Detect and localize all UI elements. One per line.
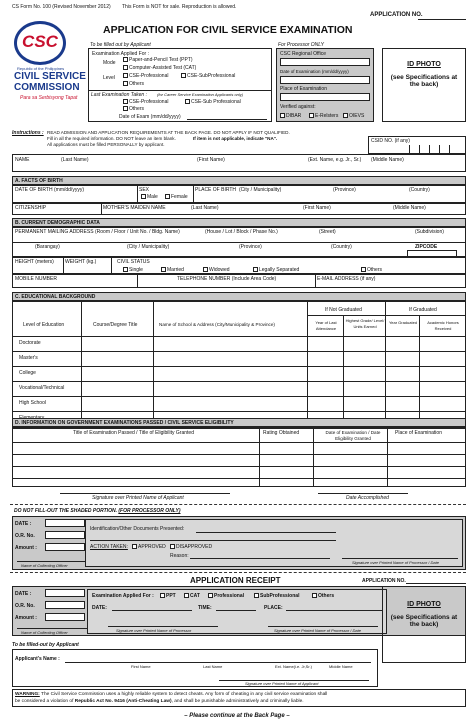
csc-seal-icon	[14, 21, 66, 65]
education-table: If Not Graduated If Graduated Level of Education Course/Degree Title Name of School & Address (City/Municipality & Province) Year of Last Attendance Highest Grade/ Level/ Units Earned Year Graduated Academic Honors Received Doctorate Master's College Vocational/Technical High School	[12, 301, 466, 429]
receipt-others-checkbox[interactable]	[312, 593, 317, 598]
form-title: APPLICATION FOR CIVIL SERVICE EXAMINATION	[103, 24, 353, 36]
logo-tagline: Para sa Serbisyong Tapat	[20, 95, 78, 101]
cat-checkbox[interactable]	[123, 65, 128, 70]
instructions-label: Instructions :	[12, 130, 44, 136]
section-a-header: A. FACTS OF BIRTH	[12, 176, 466, 185]
receipt-subprof-checkbox[interactable]	[254, 593, 259, 598]
instructions-line-2b: If item is not applicable, indicate "NA".	[193, 136, 278, 141]
receipt-id-photo-box[interactable]: ID PHOTO (see Specifications at the back)	[382, 586, 466, 663]
logo-name-2: COMMISSION	[14, 82, 80, 93]
date-accomplished-label: Date Accomplished	[346, 495, 389, 501]
height-weight-civil-row: HEIGHT (meters) WEIGHT (kg.) CIVIL STATUS Single Married Widowed Legally Separated Others	[12, 257, 466, 274]
section-c-header: C. EDUCATIONAL BACKGROUND	[12, 292, 466, 301]
contact-row: MOBILE NUMBER TELEPHONE NUMBER (Include Area Code) E-MAIL ADDRESS (if any)	[12, 274, 466, 288]
single-checkbox[interactable]	[123, 267, 128, 272]
birth-row: DATE OF BIRTH (mm/dd/yyyy) SEX Male Female PLACE OF BIRTH (City / Municipality) (Province) (Country)	[12, 185, 466, 203]
edu-row-college: College	[19, 370, 36, 376]
receipt-box: DATE : O.R. No. Amount : Name of Collecting Officer Examination Applied For : PPT CAT Professional SubProfessional Others DATE: TIME: PLACE: Signature over Printed Name of Processor Signature over Printed Name of Processor / Date	[12, 586, 466, 636]
male-checkbox[interactable]	[141, 194, 146, 199]
processor-box: CSC Regional Office Date of Examination (mm/dd/yyyy) Place of Examination Verified against: DIBAR E-Relsters OIEVS	[276, 48, 374, 122]
processor-section: DATE : O.R. No. Amount : Name of Collecting Officer Identification/Other Documents Presented: ACTION TAKEN: APPROVED DISAPPROVED Reason: Signature over Printed Name of Processor / Date	[12, 516, 466, 570]
section-b-header: B. CURRENT DEMOGRAPHIC DATA	[12, 218, 466, 227]
erelsters-checkbox[interactable]	[309, 113, 314, 118]
applicant-exam-box: Examination Applied For : Mode Paper-and-Pencil Test (PPT) Computer-Assisted Test (CAT) Level CSE-Professional CSE-SubProfessional Others Last Examination Taken : (for Career Service Examination Applicants only) CSE-Professional CSE-Sub Professional Others Date of Exam (mm/dd/yyyy)	[88, 48, 272, 122]
cse-subprof-checkbox[interactable]	[181, 73, 186, 78]
married-checkbox[interactable]	[161, 267, 166, 272]
approved-checkbox[interactable]	[132, 544, 137, 549]
logo-abbr: CSC	[22, 32, 58, 51]
widowed-checkbox[interactable]	[203, 267, 208, 272]
separated-checkbox[interactable]	[253, 267, 258, 272]
applicant-fill-box[interactable]: Applicant's Name : First Name Last Name Ext. Name(i.e. Jr,Sr.) Middle Name Signature over Printed Name of Applicant	[12, 649, 378, 687]
last-cse-subprof-checkbox[interactable]	[185, 99, 190, 104]
csid-field[interactable]: CSID NO. (if any)	[368, 136, 466, 154]
last-others-checkbox[interactable]	[123, 106, 128, 111]
applicant-fill-heading: To be filled-out by Applicant	[12, 642, 79, 648]
applicant-signature-label: Signature over Printed Name of Applicant	[92, 495, 184, 501]
footer-note: – Please continue at the Back Page –	[184, 713, 290, 719]
processor-section-heading: DO NOT FILL-OUT THE SHADED PORTION. (FOR PROCESSOR ONLY)	[14, 508, 181, 514]
warning-box: WARNING: The Civil Service Commission uses a highly reliable system to detect cheats. Any form of cheating in any civil service examination shall be considered a violation of Republic Act No. 9416 (Anti-Cheating Law), and shall be punishable administratively and criminally liable.	[12, 689, 466, 707]
cse-prof-checkbox[interactable]	[123, 73, 128, 78]
edu-row-masters: Master's	[19, 355, 38, 361]
instructions-line-1: READ ADMISSION AND APPLICATION REQUIREMENTS AT THE BACK PAGE. DO NOT APPLY IF NOT QUALIFIED.	[47, 130, 290, 135]
last-cse-prof-checkbox[interactable]	[123, 99, 128, 104]
logo-republic: Republic of the Philippines	[17, 66, 65, 71]
dibar-checkbox[interactable]	[280, 113, 285, 118]
form-number: CS Form No. 100 (Revised November 2012)	[12, 4, 111, 10]
instructions-line-3: All applications must be filled PERSONALLY by applicant.	[47, 142, 165, 147]
receipt-app-no-label: APPLICATION NO.	[362, 578, 406, 584]
form-notice: This Form is NOT for sale. Reproduction is allowed.	[122, 4, 237, 10]
civil-others-checkbox[interactable]	[361, 267, 366, 272]
logo-name-1: CIVIL SERVICE	[14, 71, 86, 82]
edu-row-highschool: High School	[19, 400, 46, 406]
citizenship-row: CITIZENSHIP MOTHER'S MAIDEN NAME (Last Name) (First Name) (Middle Name)	[12, 203, 466, 215]
oievs-checkbox[interactable]	[343, 113, 348, 118]
receipt-title: APPLICATION RECEIPT	[190, 576, 281, 585]
address-row: PERMANENT MAILING ADDRESS (Room / Floor / Unit No. / Bldg. Name) (House / Lot / Block / Phase No.) (Street) (Subdivision) (Barangay) (City / Municipality) (Province) (Country) ZIPCODE	[12, 227, 466, 257]
receipt-prof-checkbox[interactable]	[208, 593, 213, 598]
processor-box-heading: For Processor ONLY	[278, 42, 324, 48]
level-others-checkbox[interactable]	[123, 81, 128, 86]
id-photo-box[interactable]: ID PHOTO (see Specifications at the back)	[382, 48, 466, 122]
exams-table: Title of Examination Passed / Title of Eligibility Granted Rating Obtained Date of Examination / Date Eligibility Granted Place of Examination	[12, 427, 466, 487]
receipt-cat-checkbox[interactable]	[184, 593, 189, 598]
female-checkbox[interactable]	[165, 194, 170, 199]
edu-row-vocational: Vocational/Technical	[19, 385, 65, 391]
applicant-box-heading: To be filled out by Applicant	[90, 42, 151, 48]
application-no-label: APPLICATION NO.	[370, 12, 423, 18]
section-d-header: D. INFORMATION ON GOVERNMENT EXAMINATIONS PASSED / CIVIL SERVICE ELIGIBILITY	[12, 418, 466, 427]
disapproved-checkbox[interactable]	[170, 544, 175, 549]
receipt-ppt-checkbox[interactable]	[160, 593, 165, 598]
name-row[interactable]: NAME (Last Name) (First Name) (Ext. Name, e.g. Jr., Sr.) (Middle Name)	[12, 154, 466, 172]
edu-row-doctorate: Doctorate	[19, 340, 41, 346]
ppt-checkbox[interactable]	[123, 57, 128, 62]
instructions-line-2: Fill in all the required information. DO NOT leave an item blank.	[47, 136, 176, 141]
